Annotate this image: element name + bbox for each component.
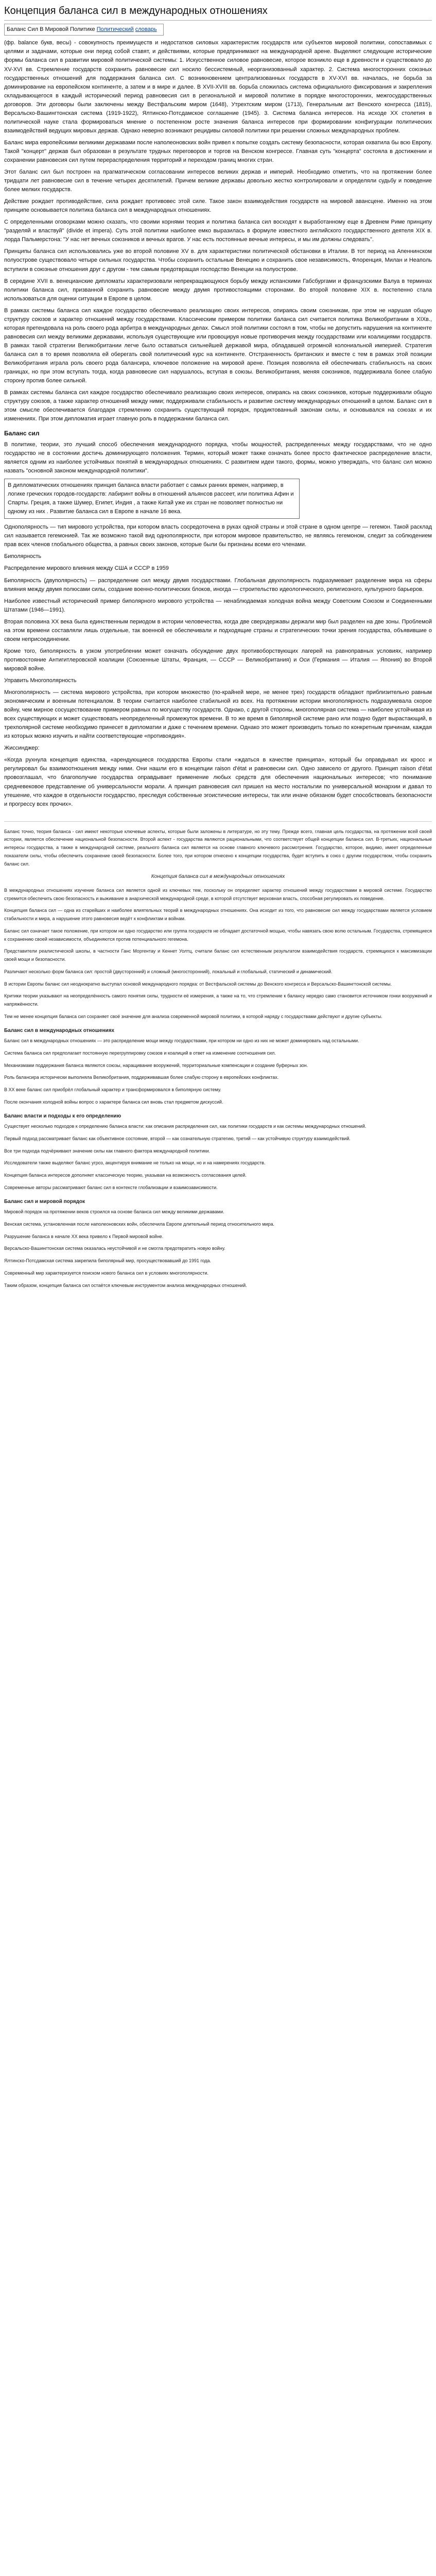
- small-paragraph: Все три подхода подчёркивают значение силы как главного фактора международной политики.: [4, 1148, 211, 1154]
- body-paragraph: Принципы баланса сил использовались уже во второй половине XV в. для характеристики политической обстановки в Италии. В тот период на Апеннинском полуострове существовало четыре сильных государства. Чтобы сохранить остальные Венецию и сохранить свое независимость, Флоренция, Милан и Неаполь вступили в союзные отношения друг с другом - тем самым предотвращая господство Венеции на полуострове.: [4, 248, 432, 273]
- after-quote-section: [4, 523, 432, 808]
- small-paragraph: Критики теории указывают на неопределённость самого понятия силы, трудности её измерения, а также на то, что стремление к балансу нередко само становится источником гонки вооружений и напряжённости.: [4, 993, 432, 1007]
- small-paragraph: Представители реалистической школы, в частности Ганс Моргентау и Кеннет Уолтц, считали баланс сил естественным результатом взаимодействия государств, стремящихся к максимизации своей мощи и безопасности.: [4, 948, 432, 962]
- body-paragraph: Распределение мирового влияния между США и СССР в 1959: [4, 565, 169, 572]
- small-paragraph: После окончания холодной войны вопрос о характере баланса сил вновь стал предметом дискуссий.: [4, 1099, 223, 1105]
- small-paragraph: Система баланса сил предполагает постоянную перегруппировку союзов и коалиций в ответ на изменение соотношения сил.: [4, 1050, 276, 1056]
- body-paragraph: Наиболее известный исторический пример биполярного мирового устройства — ненаблюдаемая холодная война между Советским Союзом и Соединенными Штатами (1946—1991).: [4, 598, 432, 613]
- caption-link-political[interactable]: Политический: [96, 26, 134, 32]
- after-intro-section: [4, 139, 432, 423]
- body-paragraph: Вторая половина XX века была единственным периодом в истории человечества, когда две сверхдержавы держали мир был разделен на две зоны. Проблемой на этом времени составляли лишь отдельные, так военной ее обеспечивали и подходящие страны и стратегических точки зрения государства, объявившие о своем неприсоединении.: [4, 618, 432, 642]
- body-paragraph: Биполярность: [4, 553, 42, 560]
- page-title: Концепция баланса сил в международных отношениях: [4, 3, 432, 21]
- small-paragraph: В XX веке баланс сил приобрёл глобальный характер и трансформировался в биполярную систему.: [4, 1087, 221, 1093]
- sub3-paragraphs: [4, 1208, 432, 1290]
- body-paragraph: Однополярность — тип мирового устройства, при котором власть сосредоточена в руках одной страны и этой стране в одном центре — гегемон. Такой расклад сил называется гегемонией. Так же возможно такой вид однополярности, при котором мировое правительство, не являясь гегемоном, следит за соблюдением прав всех членов глобального общества, а равных своих законов, которые были бы признаны всеми его членами.: [4, 524, 432, 548]
- body-paragraph: Многополярность — система мирового устройства, при котором множество (по-крайней мере, не менее трех) государств обладают приблизительно равным экономическим и военным потенциалом. В теории считается наиболее стабильной из всех. На протяжении истории многополярность подразумевала скорое войну, чем мирное сосуществование примером равных по могуществу государств. Однако, с другой стороны, многополярная система — наиболее устойчивая из всех существующих и может существовать неопределенный промежуток времени. В то же время в биполярной системе рано или поздно будет вырастающий, в трехполярной системе необходимо принесет в дипломатии и даже с течением времени. Однако это может производить только по конкретным причинам, каждая из которых можно изучить и найти соответствующие «противоядия».: [4, 689, 432, 740]
- balance-paragraph: В политике, теории, это лучший способ обеспечения международного порядка, чтобы мощностей, распределенных между государствами, что не одно государство не в состоянии достичь доминирующего положения. Термин, который может также означать более просто фактическое распределение власти, является одним из наиболее устойчивых понятий в международных отношениях. С развитием идеи такого, формы, можно утверждать, что баланс сил можно назвать "основной законом международной политики".: [4, 441, 432, 474]
- caption-link-dictionary[interactable]: словарь: [135, 26, 157, 32]
- body-paragraph: Этот баланс сил был построен на прагматическом согласовании интересов великих держав и империй. Необходимо отметить, что на протяжении более тридцати лет равновесие сил в течение четырех десятилетий. Причем великие державы довольно жестко контролировали и определяли судьбу и поведение более мелких государств.: [4, 169, 432, 193]
- sub1-title: Баланс сил в международных отношениях: [4, 1027, 115, 1033]
- small-paragraph: Современный мир характеризуется поиском нового баланса сил в условиях многополярности.: [4, 1270, 208, 1276]
- caption-text: Баланс Сил В Мировой Политике: [7, 26, 95, 32]
- small-paragraph: Исследователи также выделяют баланс угроз, акцентируя внимание не только на мощи, но и на намерениях государств.: [4, 1160, 266, 1166]
- small-paragraph: В международных отношениях изучение баланса сил является одной из ключевых тем, поскольку он определяет характер отношений между государствами в мировой системе. Государство стремится обеспечить свою безопасность и выживание в анархической международной среде, в которой отсутствует верховная власть, способная регулировать их поведение.: [4, 887, 432, 901]
- small-intro: Баланс точно, теория баланса - сил имеют некоторые ключевые аспекты, которые были заложены в литературе, но эту тему. Прежде всего, главная цель государства, на протяжении всей своей истории, является обеспечение национальной безопасности. Второй аспект - государства являются рациональными, что соответствует общей концепции баланса сил. В-третьих, национальные интересы государства, а также в международной системе, реального баланса сил является на основе главного ключевого рассмотрения. Государство, которое, видимо, имеет определенные показатели силы, чтобы обеспечить сохранение своей безопасности. Более того, при котором отнесено к концепции государства, будет вступить в союз с другим государством, чтобы сохранить баланс сил.: [4, 828, 432, 867]
- small-paragraph: Концепция баланса интересов дополняет классическую теорию, указывая на возможность согласования целей.: [4, 1173, 247, 1178]
- body-paragraph: Биполярность (двуполярность) — распределение сил между двумя государствами. Глобальная двухполярность подразумевает разделение мира на сферы влияния между двумя полюсами силы, создание военно-политических блоков, иногда — строительство идеологического, религиозного, культурного барьеров.: [4, 577, 432, 592]
- small-paragraph: Первый подход рассматривает баланс как объективное состояние, второй — как сознательную стратегию, третий — как устойчивую структуру взаимодействий.: [4, 1136, 351, 1141]
- quote-box: [4, 479, 300, 519]
- body-paragraph: «Когда рухнула концепция единства, «арендующиеся государства Европы стали «ждаться в качестве принципа», который бы оправдывал их кросс и регулировал бы взаимоотношения между ними. Они нашли его в концепции raison d'état и равновесии сил. Одно зависело от другого. Принцип raison d'état провозглашал, что благополучие государства оправдывает применение любых средств для обеспечения национальных интересов; что понимание средневековое представление об универсальности морали. А принцип равновесия сил пришел на место ностальгии по универсальной монархии и давал то утешение, что каждое в отдельности государство, преследуя собственные эгоистические интересы, так или иначе обязаном будет способствовать безопасности и прогрессу всех прочих».: [4, 757, 432, 807]
- body-paragraph: В рамках системы баланса сил каждое государство обеспечивало реализацию своих интересов, опираясь на своих союзников, которые поддерживали общую структуру союзов, а также характер отношений между ними; поддерживали стабильность и развитие систему международных отношений в целом. Баланс сил в этом смысле обеспечивается благодаря стремлению сохранить существующий порядок, продиктованный законам силы, и основывался на союзах и их изменениях. При этом дипломатия играет главную роль в поддержании баланса сил.: [4, 389, 432, 422]
- small-paragraph: Концепция баланса сил — одна из старейших и наиболее влиятельных теорий в международных отношениях. Она исходит из того, что равновесие сил между государствами является условием стабильности и мира, а нарушение этого равновесия ведёт к конфликтам и войнам.: [4, 908, 432, 922]
- small-paragraph: Разрушение баланса в начале XX века привело к Первой мировой войне.: [4, 1233, 164, 1239]
- body-paragraph: Кроме того, биполярность в узком употреблении может означать обсуждение двух противоборствующих лагерей на равноправных условиях, например противостояние Антигитлеровской коалиции (Союзенные Штаты, Франция, — СССР — Великобритания) и Оси (Германия — Италия — Япония) во Второй мировой войне.: [4, 648, 432, 672]
- body-paragraph: Действие рождает противодействие, сила рождает противовес этой силе. Такое закон взаимодействия государств на мировой авансцене. Именно на этом принципе основывается политика баланса сил в международных отношениях.: [4, 198, 432, 214]
- small-paragraph: Мировой порядок на протяжении веков строился на основе баланса сил между великими державами.: [4, 1209, 224, 1215]
- small-paragraph: Ялтинско-Потсдамская система закрепила биполярный мир, просуществовавший до 1991 года.: [4, 1258, 212, 1264]
- small-paragraph: Баланс сил в международных отношениях — это распределение мощи между государствами, при котором ни одно из них не может доминировать над остальными.: [4, 1038, 359, 1044]
- caption-box: [4, 24, 164, 36]
- sub2-title: Баланс власти и подходы к его определению: [4, 1113, 121, 1119]
- sub1-paragraphs: [4, 1037, 432, 1107]
- small-paragraph: Различают несколько форм баланса сил: простой (двусторонний) и сложный (многосторонний), локальный и глобальный, статический и динамический.: [4, 969, 333, 974]
- small-paragraph: Роль балансира исторически выполняла Великобритания, поддерживавшая более слабую сторону в европейских конфликтах.: [4, 1075, 279, 1080]
- small-paragraphs: [4, 887, 432, 1021]
- sub3-title: Баланс сил и мировой порядок: [4, 1198, 85, 1205]
- body-paragraph: С определенными оговорками можно сказать, что своими корнями теория и политика баланса сил восходят к выработанному еще в Древнем Риме принципу "разделяй и властвуй" (divide et impera). Суть этой политики наиболее емко выразилась в формуле известного английского государственного деятеля XIX в. лорда Пальмерстона: "У нас нет вечных союзников и вечных врагов. У нас есть постоянные вечные интересы, и мы им должны следовать".: [4, 219, 432, 243]
- body-paragraph: В середине XVII в. венецианские дипломаты характеризовали непрекращающуюся борьбу между испанскими Габсбургами и французскими Валуа в терминах политики баланса сил, призванной сохранить равновесие между двумя противостоящими сторонами. Во второй половине XIX в. постепенно стала использоваться для оценки ситуации в Европе в целом.: [4, 278, 432, 302]
- small-paragraph: Венская система, установленная после наполеоновских войн, обеспечила Европе длительный период относительного мира.: [4, 1221, 274, 1227]
- small-paragraph: Современные авторы рассматривают баланс сил в контексте глобализации и взаимозависимости.: [4, 1184, 218, 1190]
- small-paragraph: Версальско-Вашингтонская система оказалась неустойчивой и не смогла предотвратить новую войну.: [4, 1246, 225, 1251]
- small-paragraph: Таким образом, концепция баланса сил остаётся ключевым инструментом анализа международных отношений.: [4, 1282, 247, 1288]
- sub2-paragraphs: [4, 1123, 432, 1192]
- balance-heading: Баланс сил: [4, 430, 40, 437]
- small-paragraph: Механизмами поддержания баланса являются союзы, наращивание вооружений, территориальные компенсации и создание буферных зон.: [4, 1062, 308, 1068]
- small-paragraph: Существует несколько подходов к определению баланса власти: как описания распределения сил, как политики государств и как системы международных отношений.: [4, 1124, 367, 1129]
- body-paragraph: Баланс мира европейскими великими державами после наполеоновских войн привел к попытке создать систему безопасности, которая охватила бы всю Европу. Такой "концерт" держав был образован в результате трудных переговоров и торгов на Венском конгрессе. Главная суть "концерта" состояла в достижении и сохранении равновесия сил путем перераспределения территорий и переходом границ многих стран.: [4, 139, 432, 163]
- quote-text: В дипломатических отношениях принцип баланса власти работает с самых ранних времен, например, в логике греческих городов-государств: лабиринт войны в отношений альянсов рассеет, или политика Афин и Спарты. Греция, а также Шумер, Египет, Индия , а также Китай уже их стран не позволяет полностью ни одному из них . Развитие баланса сил в Европе в начале 16 века.: [8, 482, 294, 515]
- small-paragraph: В истории Европы баланс сил неоднократно выступал основой международного порядка: от Вестфальской системы до Венского конгресса и Версальско-Вашингтонской системы.: [4, 981, 392, 987]
- body-paragraph: Жисcинджер:: [4, 745, 40, 752]
- body-paragraph: Управить Многополярность: [4, 677, 77, 684]
- secondary-article: [4, 821, 432, 1290]
- intro-paragraph: (фр. balance букв, весы) - совокупность преимуществ и недостатков силовых характеристик государств или субъектов мировой политики, сопоставимых с целями и задачами, которые они перед собой ставят, и действиями, которые предпринимают на международной арене. Выделяют следующие исторические формы баланса сил в развитии мировой политической системы: 1. Искусственное силовое равновесие, которое возникло еще в древности и существовало до XV-XVI вв. Стремление государств сохранить равновесие сил носило бессистемный, неорганизованный характер. 2. Система многосторонних союзных государственных отношений для поддержания баланса сил. С возникновением централизованных государств в XV-XVI вв. началась, не борьба за доминирование на европейском континенте, а затем и в мире и далее. В XVII-XVIII вв. борьба сложилась система официального фиксирования и закрепления складывающегося в каждый исторический период равновесия сил в региональной и мировой политике в порядке многосторонних, межгосударственных договоров. Эти договоры были заключены между Вестфальским миром (1648), Утрехтским миром (1713), Генеральным акт Венского конгресса (1815), Версальско-Вашингтонская система (1919-1922), Ялтинско-Потсдамское соглашение (1945). 3. Система баланса интересов. На исходе XX столетия в политической науке стала формироваться мнение о постепенном росте значения баланса интересов при формировании конфигурации политических взаимодействий ведущих мировых держав. Однако неверно возникают рецидивы силовой политики при решении сложных международных проблем.: [4, 40, 432, 134]
- small-paragraph: Баланс сил означает такое положение, при котором ни одно государство или группа государств не обладает достаточной мощью, чтобы навязать свою волю остальным. Государства, стремящиеся к сохранению своей независимости, объединяются против потенциального гегемона.: [4, 928, 432, 942]
- small-paragraph: Тем не менее концепция баланса сил сохраняет своё значение для анализа современной мировой политики, в которой наряду с государствами действуют и другие субъекты.: [4, 1013, 382, 1019]
- small-title: Концепция баланса сил в международных отношениях: [151, 874, 285, 880]
- body-paragraph: В рамках системы баланса сил каждое государство обеспечивало реализацию своих интересов, опираясь своим союзникам, при этом не нарушая общую структуру союзов и характер отношений между государствами. Классическим примером политики баланса сил считается политика Великобритании в XIXв., которая претендовала на роль своего рода арбитра в международных делах. Смысл этой политики состоял в том, чтобы не допустить нарушения на континенте равновесия сил между великими державами, используя существующие или провоцируя новые противоречия между государствами или коалициями государств. В рамках такой стратегии Великобритании легче было оставаться сильнейшей державой мира, обладавшей огромной колониальной империей. Стратегия баланса сил в то время позволяла ей оберегать свой политический курс на континенте. Отстраненность британских и вместе с тем в рамках этой позиции Великобритания играла роль своего рода балансира, ключевое положение на мировой арене. Позиция позволяла ей обеспечивать стабильность на своих границах, но при этом вступать тогда, когда равновесие сил нарушалось, вступая в союзы. Великобритания, меняя союзников, поддерживала более слабую сторону против более сильной.: [4, 307, 432, 384]
